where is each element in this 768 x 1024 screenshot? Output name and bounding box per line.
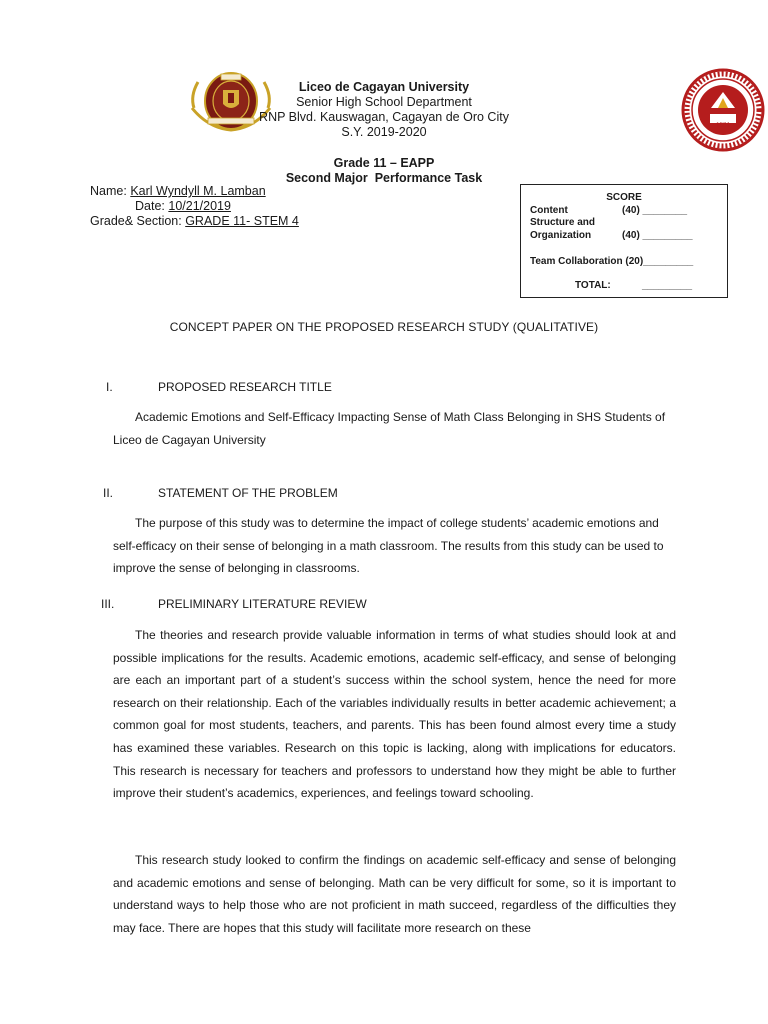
date-row bbox=[135, 199, 231, 214]
score-content-points: (40) ________ bbox=[622, 205, 688, 216]
section-3-paragraph-2: This research study looked to confirm the findings on academic self-efficacy and sense of belonging and academic emotions and sense of belonging. Math can be very difficult for some, so it is important to understand ways to help those who are not proficient in math succeed, regardless of the difficulties they may face. There are hopes that this study will facilitate more research on these bbox=[113, 853, 676, 935]
date-label: Date: bbox=[135, 199, 165, 213]
department-name: Senior High School Department bbox=[296, 95, 472, 109]
section-3-title: PRELIMINARY LITERATURE REVIEW bbox=[158, 597, 367, 611]
section-3-number: III. bbox=[101, 597, 115, 611]
seal-year: 1981 bbox=[716, 121, 730, 129]
grade-subject: Grade 11 – EAPP bbox=[333, 156, 435, 170]
student-name-row bbox=[90, 184, 266, 199]
section-value: GRADE 11- STEM 4 bbox=[185, 214, 299, 228]
name-value: Karl Wyndyll M. Lamban bbox=[130, 184, 266, 198]
section-1-number: I. bbox=[106, 380, 113, 394]
section-2-title: STATEMENT OF THE PROBLEM bbox=[158, 486, 338, 500]
section-1-title: PROPOSED RESEARCH TITLE bbox=[158, 380, 332, 394]
section-2-paragraph: The purpose of this study was to determine the impact of college students’ academic emotions and self-efficacy on their sense of belonging in a math classroom. The results from this study can be used to improve the sense of belonging in classrooms. bbox=[113, 516, 664, 576]
name-label: Name: bbox=[90, 184, 127, 198]
performance-task: Second Major Performance Task bbox=[285, 171, 483, 185]
score-structure-points: (40) _________ bbox=[622, 230, 693, 241]
score-structure-label-2: Organization bbox=[530, 230, 592, 241]
section-row bbox=[90, 214, 299, 229]
score-total-label: TOTAL: bbox=[575, 280, 611, 291]
school-address: RNP Blvd. Kauswagan, Cagayan de Oro City bbox=[259, 110, 509, 124]
section-3-paragraph-1: The theories and research provide valuable information in terms of what studies should look at and possible implications for the results. Academic emotions, academic self-efficacy, and sense of belonging are each an important part of a student’s success within the school system, hence the need for more research on their relationship. Each of the variables individually results in better academic achievement; a common goal for most students, teachers, and parents. This has been found almost every time a study has examined these variables. Research on this topic is lacking, along with implications for educators. This research is necessary for teachers and professors to understand how they might be able to further improve their student’s academics, experiences, and feelings toward schooling. bbox=[113, 628, 676, 801]
school-year: S.Y. 2019-2020 bbox=[341, 125, 427, 139]
university-name: Liceo de Cagayan University bbox=[298, 80, 470, 94]
section-label: Grade& Section: bbox=[90, 214, 182, 228]
score-total-blank: _________ bbox=[642, 280, 693, 291]
score-heading: SCORE bbox=[606, 192, 642, 203]
score-box bbox=[520, 184, 728, 298]
date-value: 10/21/2019 bbox=[168, 199, 231, 213]
section-1-paragraph: Academic Emotions and Self-Efficacy Impacting Sense of Math Class Belonging in SHS Students of Liceo de Cagayan University bbox=[113, 410, 666, 447]
score-structure-label-1: Structure and bbox=[530, 217, 596, 228]
score-team-label: Team Collaboration (20)_________ bbox=[530, 256, 694, 267]
section-2-number: II. bbox=[103, 486, 114, 500]
score-content-label: Content bbox=[530, 205, 568, 216]
document-title: CONCEPT PAPER ON THE PROPOSED RESEARCH STUDY (QUALITATIVE) bbox=[169, 320, 599, 334]
